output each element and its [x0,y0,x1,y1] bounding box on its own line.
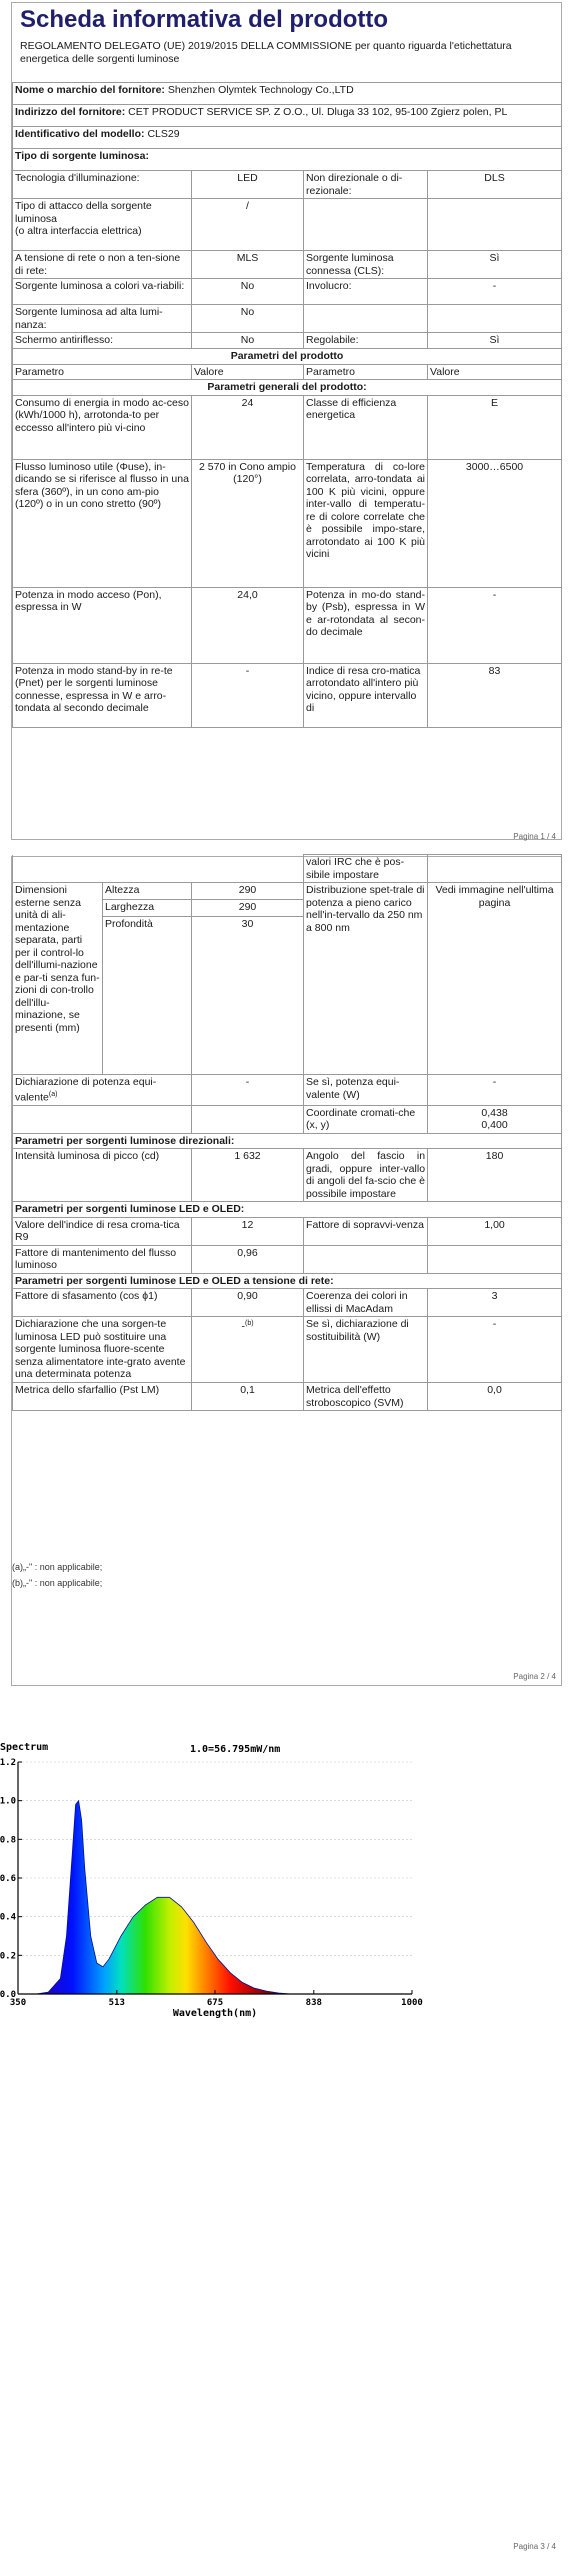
row-label: Tecnologia d'illuminazione: [13,171,192,199]
row-value: DLS [428,171,562,199]
y-tick-label: 1.0 [0,1796,16,1807]
dims-row [13,883,562,900]
dim-name: Altezza [103,883,192,900]
survival-value: 1,00 [428,1217,562,1245]
param-label: valori IRC che è pos-sibile impostare [304,855,428,883]
y-tick-label: 0.8 [0,1835,16,1846]
row-value: No [192,305,304,333]
column-header-row [13,364,562,380]
chroma-label: Coordinate cromati-che (x, y) [304,1105,428,1133]
model-value: CLS29 [147,128,180,140]
flicker-row [13,1383,562,1411]
fluorescent-row [13,1317,562,1383]
product-info-table-continued [12,854,562,1411]
svm-label: Metrica dell'effetto stroboscopico (SVM) [304,1383,428,1411]
row-value: MLS [192,251,304,279]
peak-label: Intensità luminosa di picco (cd) [13,1149,192,1202]
spectral-label: Distribuzione spet-trale di potenza a pieno carico nell'in-tervallo da 250 nm a 800 nm [304,883,428,1075]
equiv-row [13,1075,562,1106]
chroma-row [13,1105,562,1133]
led-header: Parametri per sorgenti luminose LED e OLED: [13,1202,562,1218]
page-2 [0,846,572,1692]
row-label: Non direzionale o di-rezionale: [304,171,428,199]
product-info-table [12,82,562,728]
row-label: Involucro: [304,279,428,305]
beam-label: Angolo del fascio in gradi, oppure inter-vallo di angoli del fa-scio che è possibile impostare [304,1149,428,1202]
row-label: Sorgente luminosa connessa (CLS): [304,251,428,279]
dims-label: Dimensioni esterne senza unità di ali-mentazione separata, parti per il control-lo dell'illumi-nazione e par-ti senza fun-zioni di con-trollo dell'illu-minazione, se presenti (mm) [13,883,103,1075]
model-row [13,127,562,149]
row-label: A tensione di rete o non a ten-sione di rete: [13,251,192,279]
phase-value: 0,90 [192,1289,304,1317]
page-1 [0,0,572,846]
supplier-row [13,83,562,105]
fluorescent-label: Dichiarazione che una sorgen-te luminosa LED può sostituire una sorgente luminosa fluore-scente senza alimentatore inte-grato avente una determinata potenza [13,1317,192,1383]
dim-name: Profondità [103,917,192,1075]
replace-value: - [428,1317,562,1383]
col-header-value: Valore [428,364,562,380]
spectrum-area [36,1801,291,1994]
footnote-a: (a)„-" : non applicabile; [12,1562,103,1572]
equiv-w-value: - [428,1075,562,1106]
row-value [428,305,562,333]
param-row [13,459,562,587]
fluorescent-value: - [241,1320,245,1333]
param-label: Temperatura di co-lore correlata, arro-tondata ai 100 K più vicini, oppure inter-vallo di temperatu-re di colore correlate che è possibile impo-stare, arrotondato ai 100 K più vicini [304,459,428,587]
param-label: Potenza in mo-do stand-by (Psb), espressa in W e ar-rotondata al secon-do decimale [304,587,428,663]
source-row [13,333,562,349]
page-number: Pagina 1 / 4 [513,832,556,841]
param-value: 2 570 in Cono ampio (120°) [192,459,304,587]
param-value: - [192,663,304,727]
x-tick-label: 675 [206,1998,224,2008]
param-label: Flusso luminoso utile (Φuse), in-dicando se si riferisce al flusso in una sfera (360º), in un cono am-pio (120º) o in un cono stretto (90º) [13,459,192,587]
source-row [13,171,562,199]
row-value [428,199,562,251]
param-label: Potenza in modo stand-by in re-te (Pnet) per le sorgenti luminose connesse, espressa in W e arro-tondata al secondo decimale [13,663,192,727]
param-row [13,395,562,459]
product-params-header-row [13,349,562,365]
dim-name: Larghezza [103,900,192,917]
supplier-value: Shenzhen Olymtek Technology Co.,LTD [167,84,354,96]
y-tick-label: 1.2 [0,1758,16,1768]
source-row [13,199,562,251]
y-axis-label: Spectrum [0,1742,49,1753]
row-label: Sorgente luminosa a colori va-riabili: [13,279,192,305]
param-row [13,587,562,663]
row-value: Sì [428,333,562,349]
row-label [304,199,428,251]
address-label: Indirizzo del fornitore: [15,106,126,118]
row-value: Sì [428,251,562,279]
product-params-header: Parametri del prodotto [13,349,562,365]
row-value: LED [192,171,304,199]
footnote-ref-b: (b) [244,1320,254,1327]
row-label: Schermo antiriflesso: [13,333,192,349]
row-label: Sorgente luminosa ad alta lumi-nanza: [13,305,192,333]
row-value: - [428,279,562,305]
param-value: E [428,395,562,459]
r9-label: Valore dell'indice di resa croma-tica R9 [13,1217,192,1245]
page-3 [0,1692,572,2560]
row-label: Tipo di attacco della sorgente luminosa (o altra interfaccia elettrica) [13,199,192,251]
spectrum-chart [0,1732,440,2032]
maintenance-label: Fattore di mantenimento del flusso luminoso [13,1245,192,1273]
row-label [304,305,428,333]
source-row [13,279,562,305]
spectral-value: Vedi immagine nell'ultima pagina [428,883,562,1075]
address-row [13,105,562,127]
y-tick-label: 0.6 [0,1874,16,1884]
mains-header-row [13,1273,562,1289]
dim-value: 290 [192,900,304,917]
source-row [13,251,562,279]
param-label: Classe di efficienza energetica [304,395,428,459]
directional-header-row [13,1133,562,1149]
x-tick-label: 513 [108,1998,125,2008]
r9-row [13,1217,562,1245]
y-tick-label: 0.4 [0,1912,16,1923]
footnote-ref-a: (a) [48,1090,58,1098]
dim-value: 30 [192,917,304,1075]
led-header-row [13,1202,562,1218]
param-value: - [428,587,562,663]
source-type-header-row [13,149,562,171]
x-tick-label: 838 [305,1998,322,2008]
param-value: 83 [428,663,562,727]
x-tick-label: 350 [9,1998,27,2008]
pst-label: Metrica dello sfarfallio (Pst LM) [13,1383,192,1411]
address-value: CET PRODUCT SERVICE SP. Z O.O., Ul. Dluga 33 102, 95-100 Zgierz polen, PL [128,106,508,118]
phase-label: Fattore di sfasamento (cos ϕ1) [13,1289,192,1317]
regulation-reference: REGOLAMENTO DELEGATO (UE) 2019/2015 DELLA COMMISSIONE per quanto riguarda l'etichettatura energetica delle sorgenti luminose [20,40,512,65]
survival-label: Fattore di sopravvi-venza [304,1217,428,1245]
param-value: 24 [192,395,304,459]
maintenance-row [13,1245,562,1273]
r9-value: 12 [192,1217,304,1245]
mains-header: Parametri per sorgenti luminose LED e OLED a tensione di rete: [13,1273,562,1289]
y-tick-label: 0.2 [0,1951,16,1962]
page-number: Pagina 2 / 4 [513,1672,556,1681]
x-axis-label: Wavelength(nm) [172,2008,258,2019]
param-row [13,663,562,727]
replace-label: Se sì, dichiarazione di sostituibilità (W) [304,1317,428,1383]
equiv-value: - [192,1075,304,1106]
x-tick-label: 1000 [401,1998,423,2008]
row-value: No [192,333,304,349]
col-header-value: Valore [192,364,304,380]
directional-header: Parametri per sorgenti luminose direzionali: [13,1133,562,1149]
equiv-w-label: Se sì, potenza equi-valente (W) [304,1075,428,1106]
source-row [13,305,562,333]
page-number: Pagina 3 / 4 [513,2542,556,2551]
row-label: Regolabile: [304,333,428,349]
general-params-header: Parametri generali del prodotto: [13,380,562,396]
param-label: Potenza in modo acceso (Pon), espressa in W [13,587,192,663]
param-value: 24,0 [192,587,304,663]
row-value: / [192,199,304,251]
general-header-row [13,380,562,396]
svm-value: 0,0 [428,1383,562,1411]
equiv-label: Dichiarazione di potenza equi-valente [15,1076,157,1103]
row-value: No [192,279,304,305]
macadam-value: 3 [428,1289,562,1317]
peak-value: 1 632 [192,1149,304,1202]
param-value: 3000…6500 [428,459,562,587]
param-label: Consumo di energia in modo ac-ceso (kWh/1000 h), arrotonda-to per eccesso all'intero più vi-cino [13,395,192,459]
maintenance-value: 0,96 [192,1245,304,1273]
cri-continued-row [13,855,562,883]
supplier-label: Nome o marchio del fornitore: [15,84,165,96]
footnote-b: (b)„-" : non applicabile; [12,1578,103,1588]
phase-row [13,1289,562,1317]
footnotes [12,1559,102,1591]
param-label: Indice di resa cro-matica arrotondato all'intero più vicino, oppure intervallo di [304,663,428,727]
macadam-label: Coerenza dei colori in ellissi di MacAdam [304,1289,428,1317]
pst-value: 0,1 [192,1383,304,1411]
col-header-param: Parametro [13,364,192,380]
model-label: Identificativo del modello: [15,128,145,140]
chroma-value: 0,438 0,400 [428,1105,562,1133]
chart-title: 1.0=56.795mW/nm [190,1744,281,1755]
y-tick-label: 0.0 [0,1990,16,2000]
dim-value: 290 [192,883,304,900]
peak-row [13,1149,562,1202]
page-title: Scheda informativa del prodotto [20,6,389,33]
beam-value: 180 [428,1149,562,1202]
col-header-param: Parametro [304,364,428,380]
source-type-header: Tipo di sorgente luminosa: [13,149,562,171]
